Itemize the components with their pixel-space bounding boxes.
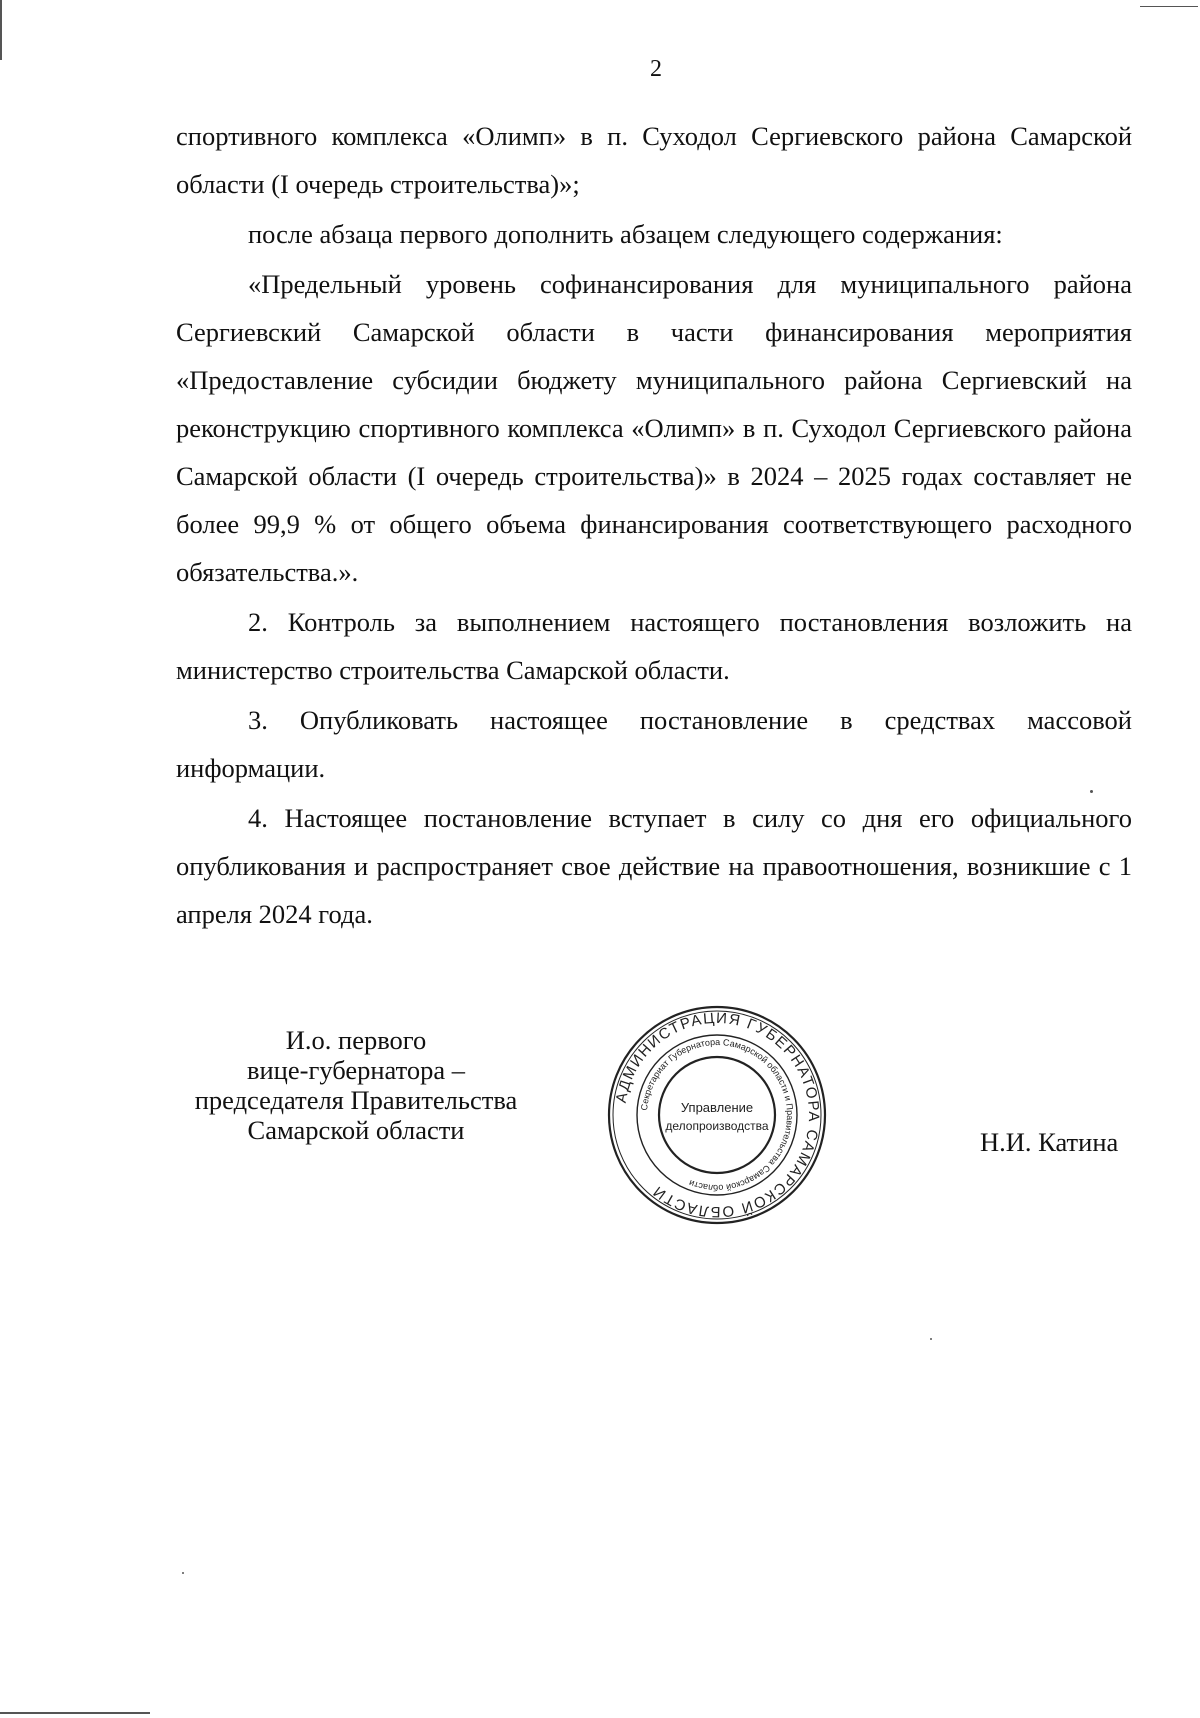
scan-edge-mark: [0, 1712, 150, 1714]
paragraph-cofinancing-level: «Предельный уровень софинансирования для муниципального района Сергиевский Самарской области в части финансирования мероприятия «Предоставление субсидии бюджету муниципального района Сергиевский на реконструкцию спортивного комплекса «Олимп» в п. Суходол Сергиевского района Самарской области (I очередь строительства)» в 2024 – 2025 годах составляет не более 99,9 % от общего объема финансирования соответствующего расходного обязательства.».: [176, 269, 1132, 587]
signatory-title-line: вице-губернатора –: [246, 1055, 465, 1085]
paragraph-item-2: 2. Контроль за выполнением настоящего постановления возложить на министерство строительства Самарской области.: [176, 607, 1132, 685]
signatory-title-line: И.о. первого: [285, 1025, 427, 1055]
seal-center-text-1: Управление: [680, 1100, 754, 1115]
scan-edge-mark: [0, 0, 2, 60]
signatory-title-line: председателя Правительства: [194, 1085, 518, 1115]
paragraph-amendment-intro: после абзаца первого дополнить абзацем следующего содержания:: [248, 219, 1003, 249]
scan-speck: [1090, 790, 1093, 793]
svg-text:Секретариат Губернатора Самарс: [639, 1037, 795, 1193]
signatory-title: [176, 1025, 536, 1145]
signatory-name: Н.И. Катина: [980, 1127, 1119, 1157]
paragraph-continuation: спортивного комплекса «Олимп» в п. Суходол Сергиевского района Самарской области (I очередь строительства)»;: [176, 121, 1132, 199]
page-number: 2: [650, 56, 662, 82]
document-body: [176, 112, 1132, 938]
seal-center-text-2: делопроизводства: [665, 1119, 769, 1133]
seal-graphic: [604, 1002, 830, 1228]
scan-speck: [182, 1572, 184, 1574]
paragraph-item-3: 3. Опубликовать настоящее постановление в средствах массовой информации.: [176, 705, 1132, 783]
official-seal: [604, 1002, 830, 1228]
seal-outer-text: АДМИНИСТРАЦИЯ ГУБЕРНАТОРА САМАРСКОЙ ОБЛАСТИ: [612, 1009, 823, 1221]
paragraph-item-4: 4. Настоящее постановление вступает в силу со дня его официального опубликования и распространяет свое действие на правоотношения, возникшие с 1 апреля 2024 года.: [176, 803, 1132, 929]
scan-speck: [930, 1338, 932, 1340]
scan-edge-mark: [1140, 6, 1198, 7]
signatory-title-line: Самарской области: [247, 1115, 465, 1145]
seal-inner-text: Секретариат Губернатора Самарской области и Правительства Самарской области: [639, 1036, 796, 1194]
